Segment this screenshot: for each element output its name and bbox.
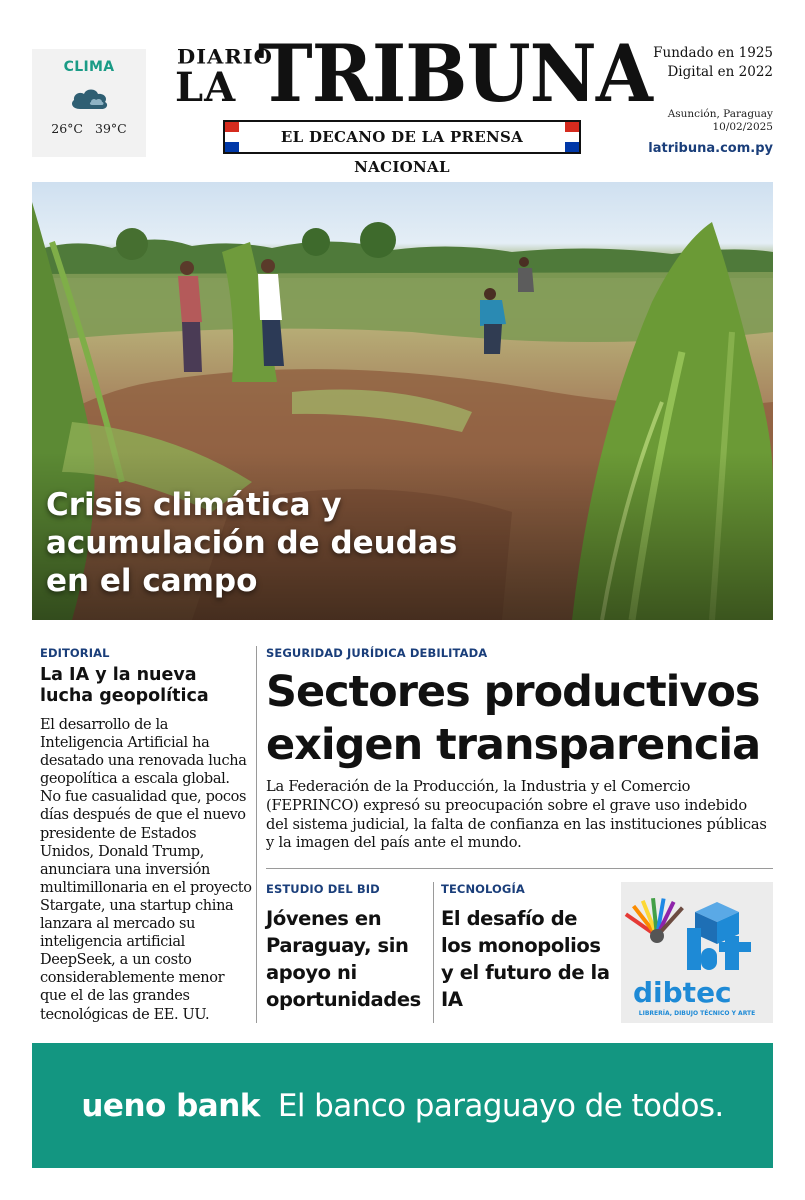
temp-min: 26°C <box>51 121 83 136</box>
dibtec-tagline: LIBRERÍA, DIBUJO TÉCNICO Y ARTE <box>638 1010 756 1017</box>
ueno-bank-slogan: El banco paraguayo de todos. <box>277 1087 724 1124</box>
ueno-bank-logo: ueno bank <box>81 1087 260 1124</box>
sub-story-kicker: ESTUDIO DEL BID <box>266 882 380 896</box>
location: Asunción, Paraguay <box>667 108 773 120</box>
temp-max: 39°C <box>95 121 127 136</box>
sub-story-kicker: TECNOLOGÍA <box>441 882 525 896</box>
main-story-title-line2: exigen transparencia <box>266 720 761 770</box>
sub-story-bid[interactable] <box>266 882 428 1013</box>
sub-story-title[interactable]: Jóvenes en Paraguay, sin apoyo ni oportunidades <box>266 907 421 1011</box>
masthead-la: LA <box>175 64 237 111</box>
editorial-title[interactable]: La IA y la nueva lucha geopolítica <box>40 665 209 706</box>
main-story-title[interactable] <box>266 666 772 772</box>
flag-icon <box>565 122 579 152</box>
masthead-name: TRIBUNA <box>258 27 652 120</box>
dibtec-brand: dibtec <box>633 976 732 1009</box>
story-divider <box>266 868 773 869</box>
weather-widget <box>32 49 146 157</box>
editorial-column[interactable] <box>40 646 252 1024</box>
edition-date: 10/02/2025 <box>712 121 773 133</box>
founding-info <box>653 44 773 82</box>
masthead-diario: DIARIO <box>177 45 273 68</box>
flag-icon <box>225 122 239 152</box>
editorial-kicker: EDITORIAL <box>40 646 110 660</box>
tagline-text: EL DECANO DE LA PRENSA NACIONAL <box>280 128 524 176</box>
website-link[interactable]: latribuna.com.py <box>648 141 773 156</box>
hero-story[interactable] <box>32 182 773 620</box>
main-story-title-line1: Sectores productivos <box>266 667 760 717</box>
weather-label: CLIMA <box>63 59 115 75</box>
digital-year: Digital en 2022 <box>667 64 773 80</box>
masthead-logo[interactable] <box>175 27 652 176</box>
ueno-bank-ad[interactable] <box>32 1043 773 1168</box>
main-story[interactable] <box>266 646 772 853</box>
main-story-body: La Federación de la Producción, la Industria y el Comercio (FEPRINCO) expresó su preocupación sobre el grave uso indebido del sistema judicial, la falta de confianza en las instituciones públicas y la imagen del país ante el mundo. <box>266 778 767 852</box>
dibtec-logo-graphic <box>621 882 773 982</box>
hero-headline[interactable]: Crisis climática y acumulación de deudas en el campo <box>46 487 458 599</box>
column-divider <box>256 646 257 1023</box>
edition-info <box>668 108 773 134</box>
cloud-icon <box>66 83 112 113</box>
dibtec-ad[interactable] <box>621 882 773 1023</box>
tagline-banner <box>223 120 581 176</box>
main-story-kicker: SEGURIDAD JURÍDICA DEBILITADA <box>266 646 488 660</box>
editorial-body: El desarrollo de la Inteligencia Artificial ha desatado una renovada lucha geopolítica a escala global. No fue casualidad que, pocos días después de que el nuevo presidente de Estados Unidos, Donald Trump, anunciara una inversión multimillonaria en el proyecto Stargate, una startup china lanzara al mercado su inteligencia artificial DeepSeek, a un costo considerablemente menor que el de las grandes tecnológicas de EE. UU. <box>40 717 252 1023</box>
sub-story-tecnologia[interactable] <box>441 882 613 1013</box>
temperature-range <box>32 121 146 136</box>
column-divider <box>433 882 434 1023</box>
sub-story-title[interactable]: El desafío de los monopolios y el futuro de la IA <box>441 907 610 1011</box>
founded-year: Fundado en 1925 <box>653 45 773 61</box>
